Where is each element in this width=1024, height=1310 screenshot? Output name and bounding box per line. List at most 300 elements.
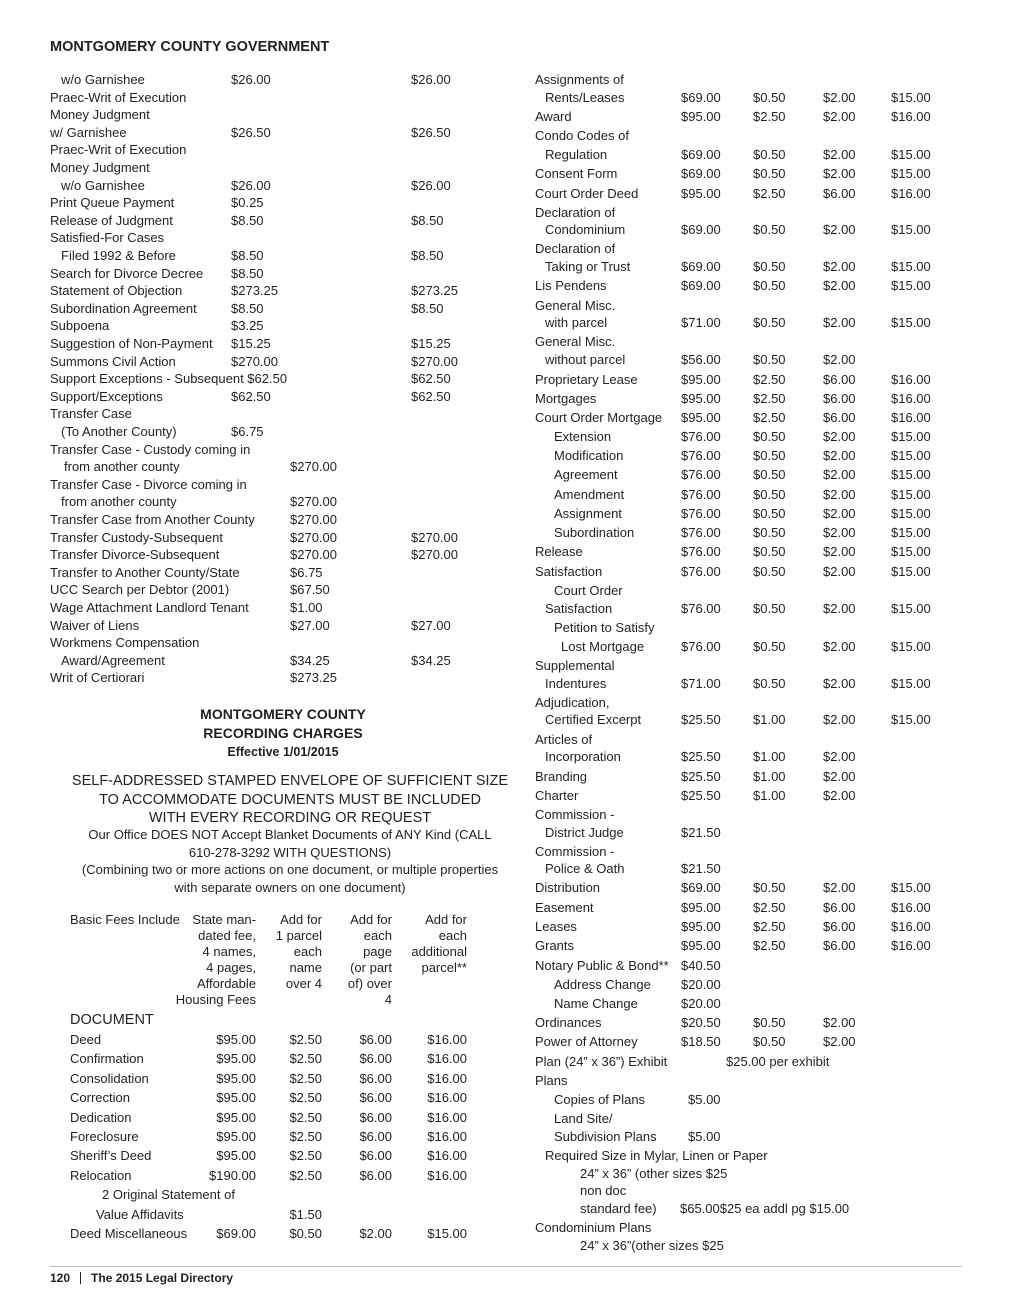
fee-item-label: Praec-Writ of Execution <box>50 142 187 158</box>
fee-value: $8.50 <box>231 248 264 263</box>
parcel-fee-value: $2.50 <box>753 185 786 201</box>
additional-parcel-fee-value: $15.00 <box>891 429 931 444</box>
parcel-fee-value: $0.50 <box>753 486 786 502</box>
parcel-fee-value: $2.50 <box>753 938 786 953</box>
header-basic-fees: Basic Fees Include <box>70 912 180 927</box>
additional-parcel-fee-value: $15.00 <box>891 222 931 237</box>
parcel-fee-value: $1.00 <box>753 788 786 803</box>
fee-item-label: Print Queue Payment <box>50 195 175 211</box>
state-fee-value: $71.00 <box>681 315 721 330</box>
state-fee-value: $69.00 <box>681 278 721 293</box>
recording-item-label: Charter <box>535 788 579 803</box>
page-fee-value: $6.00 <box>359 1167 392 1183</box>
notice-line: TO ACCOMMODATE DOCUMENTS MUST BE INCLUDED <box>99 791 481 808</box>
parcel-fee-value: $0.50 <box>753 278 786 293</box>
recording-item-label: General Misc. <box>535 297 616 313</box>
fee-item-label: Transfer Divorce-Subsequent <box>50 547 220 563</box>
additional-parcel-fee-value: $16.00 <box>891 390 931 406</box>
additional-parcel-fee-value: $15.00 <box>891 467 931 482</box>
additional-parcel-fee-value: $15.00 <box>891 278 931 293</box>
parcel-fee-value: $0.50 <box>753 147 786 162</box>
recording-item-label: Satisfaction <box>545 600 613 616</box>
fee-item-label: Transfer Case from Another County <box>50 512 255 527</box>
state-fee-value: $95.00 <box>681 390 721 406</box>
page-fee-value: $2.00 <box>823 352 856 367</box>
recording-item-label: Distribution <box>535 880 601 895</box>
fee-value: $8.50 <box>231 265 264 281</box>
header-add-parcel: name <box>289 960 322 975</box>
state-fee-value: $190.00 <box>209 1167 256 1183</box>
parcel-fee-value: $2.50 <box>753 371 786 387</box>
recording-item-label: Award <box>535 108 572 124</box>
recording-item-label: Ordinances <box>535 1015 602 1030</box>
fee-item-label: Money Judgment <box>50 160 150 175</box>
fee-item-label: w/ Garnishee <box>50 124 127 140</box>
state-fee-value: $76.00 <box>681 563 721 579</box>
state-fee-value: $20.00 <box>681 976 721 992</box>
recording-item-label: Grants <box>535 938 575 953</box>
additional-parcel-fee-value: $15.00 <box>891 712 931 727</box>
parcel-fee-value: $2.50 <box>753 900 786 915</box>
state-fee-value: $56.00 <box>681 352 721 367</box>
fee-item-label: Filed 1992 & Before <box>61 248 176 263</box>
header-add-additional-parcel: each <box>438 928 467 943</box>
fee-value: $270.00 <box>290 512 337 527</box>
state-fee-value: $95.00 <box>216 1070 256 1086</box>
footer-separator <box>80 1272 81 1284</box>
state-fee-value: $76.00 <box>681 506 721 521</box>
header-add-page: each <box>363 928 392 943</box>
document-section-label: DOCUMENT <box>70 1012 154 1028</box>
fee-value-additional: $270.00 <box>411 529 458 545</box>
fee-value: $273.25 <box>231 283 278 299</box>
header-add-page: Add for <box>350 912 392 927</box>
fee-value: $27.00 <box>290 617 330 633</box>
recording-item-label: Certified Excerpt <box>545 712 642 727</box>
recording-item-label: Court Order Mortgage <box>535 410 663 425</box>
fee-item-label: Search for Divorce Decree <box>50 265 204 281</box>
state-fee-value: $40.50 <box>681 957 721 973</box>
fee-value-additional: $270.00 <box>411 353 458 369</box>
page-fee-value: $6.00 <box>359 1070 392 1086</box>
publication-title: The 2015 Legal Directory <box>91 1271 234 1285</box>
state-fee-value: $76.00 <box>681 467 721 482</box>
parcel-fee-value: $2.50 <box>289 1148 322 1164</box>
header-add-parcel: over 4 <box>285 976 322 991</box>
fee-value: $8.50 <box>231 212 264 228</box>
state-fee-value: $95.00 <box>681 919 721 934</box>
recording-item-label: Release <box>535 544 583 559</box>
fee-value-additional: $26.00 <box>411 72 451 87</box>
page-fee-value: $6.00 <box>359 1051 392 1067</box>
fee-item-label: Transfer Case - Divorce coming in <box>50 476 247 492</box>
page-fee-value: $2.00 <box>823 880 856 895</box>
document-type-label: Correction <box>70 1090 130 1106</box>
page-fee-value: $2.00 <box>823 712 856 727</box>
additional-parcel-fee-value: $15.00 <box>891 166 931 181</box>
fee-value: $270.00 <box>231 353 278 369</box>
document-type-label: Confirmation <box>70 1051 144 1067</box>
state-fee-value: $69.00 <box>681 89 721 105</box>
fee-item-label: Wage Attachment Landlord Tenant <box>50 600 249 615</box>
fee-value: $270.00 <box>290 494 337 510</box>
header-state-fee: dated fee, <box>198 928 256 943</box>
additional-parcel-fee-value: $16.00 <box>891 900 931 915</box>
state-fee-value: $76.00 <box>681 448 721 463</box>
recording-title-line2: RECORDING CHARGES <box>203 725 363 741</box>
parcel-fee-value: $2.50 <box>289 1032 322 1047</box>
parcel-fee-value: $0.50 <box>753 352 786 367</box>
recording-item-label: Consent Form <box>535 166 618 181</box>
recording-item-label: Court Order Deed <box>535 185 639 201</box>
recording-item-label: Commission - <box>535 844 615 859</box>
recording-item-label: Lost Mortgage <box>561 638 645 654</box>
plan-fee-value: $5.00 <box>688 1092 721 1107</box>
fee-value-additional: $62.50 <box>411 371 451 387</box>
recording-item-label: Agreement <box>554 467 618 482</box>
parcel-fee-value: $0.50 <box>753 506 786 521</box>
header-add-parcel: each <box>293 944 322 959</box>
state-fee-value: $95.00 <box>681 185 721 201</box>
fee-item-label: Support Exceptions - Subsequent $62.50 <box>50 371 288 387</box>
fee-value: $6.75 <box>231 424 264 439</box>
parcel-fee-value: $1.00 <box>753 749 786 764</box>
recording-title-line1: MONTGOMERY COUNTY <box>200 706 366 722</box>
header-add-page: page <box>363 944 392 959</box>
additional-parcel-fee-value: $15.00 <box>891 880 931 895</box>
parcel-fee-value: $0.50 <box>753 563 786 579</box>
fee-item-label: Satisfied-For Cases <box>50 230 165 246</box>
parcel-fee-value: $0.50 <box>753 315 786 330</box>
fee-item-label: Statement of Objection <box>50 283 183 299</box>
page-fee-value: $6.00 <box>823 919 856 934</box>
state-fee-value: $25.50 <box>681 788 721 803</box>
document-type-label: Foreclosure <box>70 1129 139 1144</box>
note-line: with separate owners on one document) <box>174 879 406 895</box>
recording-item-label: Commission - <box>535 807 615 822</box>
recording-item-label: Subdivision Plans <box>554 1129 657 1144</box>
page-fee-value: $6.00 <box>823 410 856 425</box>
additional-parcel-fee-value: $15.00 <box>891 544 931 559</box>
page-fee-value: $2.00 <box>823 638 856 654</box>
recording-item-label: Condominium <box>545 222 626 237</box>
header-add-additional-parcel: additional <box>411 944 467 959</box>
fee-value: $26.50 <box>231 124 271 140</box>
fee-item-label: Workmens Compensation <box>50 635 200 651</box>
document-type-label: Relocation <box>70 1167 132 1183</box>
recording-item-label: Indentures <box>545 676 607 691</box>
fee-value: $26.00 <box>231 72 271 87</box>
additional-parcel-fee-value: $15.00 <box>891 600 931 616</box>
additional-parcel-fee-value: $15.00 <box>891 506 931 521</box>
page-fee-value: $6.00 <box>823 390 856 406</box>
recording-item-label: Satisfaction <box>535 563 603 579</box>
additional-parcel-fee-value: $16.00 <box>891 410 931 425</box>
fee-value-additional: $8.50 <box>411 212 444 228</box>
parcel-fee-value: $0.50 <box>753 1015 786 1030</box>
recording-item-label: Regulation <box>545 147 608 162</box>
page-fee-value: $6.00 <box>359 1148 392 1164</box>
parcel-fee-value: $2.50 <box>753 919 786 934</box>
state-fee-value: $76.00 <box>681 486 721 502</box>
additional-parcel-fee-value: $16.00 <box>427 1051 467 1067</box>
fee-item-label: (To Another County) <box>61 424 177 439</box>
page-fee-value: $6.00 <box>359 1129 392 1144</box>
state-fee-value: $76.00 <box>681 544 721 559</box>
page-fee-value: $2.00 <box>823 1015 856 1030</box>
parcel-fee-value: $2.50 <box>289 1109 322 1125</box>
state-fee-value: $71.00 <box>681 676 721 691</box>
state-fee-value: $76.00 <box>681 600 721 616</box>
fee-item-label: from another county <box>61 494 177 510</box>
fee-item-label: Suggestion of Non-Payment <box>50 336 213 351</box>
recording-item-label: Declaration of <box>535 241 616 256</box>
header-state-fee: Affordable <box>196 976 256 991</box>
recording-item-label: Name Change <box>554 996 638 1011</box>
recording-item-label: Land Site/ <box>554 1111 613 1126</box>
fee-value-additional: $8.50 <box>411 248 444 263</box>
recording-item-label: Easement <box>535 900 594 915</box>
header-add-parcel: 1 parcel <box>275 928 322 943</box>
page-fee-value: $2.00 <box>823 525 856 540</box>
recording-item-label: District Judge <box>545 824 624 840</box>
recording-item-label: Modification <box>554 448 624 463</box>
additional-parcel-fee-value: $16.00 <box>427 1070 467 1086</box>
state-fee-value: $95.00 <box>681 371 721 387</box>
recording-item-label: Power of Attorney <box>535 1034 638 1049</box>
fee-value: $26.00 <box>231 177 271 193</box>
recording-item-label: non doc <box>580 1183 627 1198</box>
additional-parcel-fee-value: $15.00 <box>891 89 931 105</box>
additional-parcel-fee-value: $15.00 <box>891 259 931 274</box>
parcel-fee-value: $2.50 <box>289 1090 322 1106</box>
state-fee-value: $69.00 <box>216 1226 256 1241</box>
page-fee-value: $2.00 <box>823 467 856 482</box>
state-fee-value: $25.50 <box>681 768 721 784</box>
fee-item-label: Praec-Writ of Execution <box>50 89 187 105</box>
state-fee-value: $25.50 <box>681 749 721 764</box>
fee-item-label: Transfer to Another County/State <box>50 564 240 580</box>
header-state-fee: 4 pages, <box>206 960 256 975</box>
additional-parcel-fee-value: $16.00 <box>891 108 931 124</box>
parcel-fee-value: $0.50 <box>753 222 786 237</box>
parcel-fee-value: $0.50 <box>753 544 786 559</box>
page-fee-value: $2.00 <box>823 749 856 764</box>
parcel-fee-value: $2.50 <box>289 1129 322 1144</box>
state-fee-value: $69.00 <box>681 222 721 237</box>
recording-title <box>153 705 413 743</box>
page-fee-value: $2.00 <box>823 278 856 293</box>
parcel-fee-value: $0.50 <box>753 600 786 616</box>
recording-item-label: Supplemental <box>535 657 615 673</box>
state-fee-value: $25.50 <box>681 712 721 727</box>
state-fee-value: $76.00 <box>681 638 721 654</box>
recording-item-label: Branding <box>535 768 588 784</box>
footer-rule <box>50 1266 962 1267</box>
state-fee-value: $18.50 <box>681 1034 721 1049</box>
fee-value: $6.75 <box>290 564 323 580</box>
recording-item-label: Address Change <box>554 976 651 992</box>
recording-item-label: Taking or Trust <box>545 259 631 274</box>
additional-parcel-fee-value: $15.00 <box>891 525 931 540</box>
fee-item-label: Transfer Custody-Subsequent <box>50 529 223 545</box>
document-type-label: Dedication <box>70 1109 132 1125</box>
state-fee-value: $95.00 <box>216 1129 256 1144</box>
page-fee-value: $2.00 <box>823 166 856 181</box>
parcel-fee-value: $1.00 <box>753 768 786 784</box>
parcel-fee-value: $0.50 <box>753 448 786 463</box>
recording-item-label: Proprietary Lease <box>535 371 638 387</box>
note-line: Our Office DOES NOT Accept Blanket Documents of ANY Kind (CALL <box>88 827 492 842</box>
fee-value: $8.50 <box>231 300 264 316</box>
additional-parcel-fee-value: $15.00 <box>891 486 931 502</box>
recording-item-label: Lis Pendens <box>535 278 607 293</box>
fee-value: $15.25 <box>231 336 271 351</box>
fee-value: $270.00 <box>290 547 337 563</box>
parcel-fee-value: $0.50 <box>753 525 786 540</box>
parcel-fee-value: $2.50 <box>753 390 786 406</box>
state-fee-value: $76.00 <box>681 429 721 444</box>
recording-item-label: Assignment <box>554 506 622 521</box>
fee-item-label: Support/Exceptions <box>50 388 163 404</box>
page-fee-value: $2.00 <box>823 506 856 521</box>
fee-value-additional: $62.50 <box>411 388 451 404</box>
fee-value-additional: $26.50 <box>411 124 451 140</box>
header-add-parcel: Add for <box>280 912 322 927</box>
recording-item-label: without parcel <box>545 352 626 367</box>
page-fee-value: $2.00 <box>823 676 856 691</box>
page-fee-value: $2.00 <box>823 429 856 444</box>
parcel-fee-value: $0.50 <box>753 880 786 895</box>
state-fee-value: $95.00 <box>216 1090 256 1106</box>
page-fee-value: $6.00 <box>823 900 856 915</box>
parcel-fee-value: $0.50 <box>753 89 786 105</box>
additional-parcel-fee-value: $15.00 <box>891 315 931 330</box>
recording-item-label: Leases <box>535 919 577 934</box>
fee-item-label: w/o Garnishee <box>61 177 145 193</box>
fee-item-label: UCC Search per Debtor (2001) <box>50 582 230 598</box>
recording-item-label: Declaration of <box>535 205 616 220</box>
state-fee-value: $20.50 <box>681 1015 721 1030</box>
page-footer <box>50 1271 233 1285</box>
state-fee-value: $69.00 <box>681 259 721 274</box>
parcel-fee-value: $1.50 <box>289 1206 322 1222</box>
recording-item-label: Police & Oath <box>545 861 625 876</box>
parcel-fee-value: $0.50 <box>753 467 786 482</box>
fee-item-label: Subordination Agreement <box>50 300 197 316</box>
page-fee-value: $2.00 <box>823 1034 856 1049</box>
exhibit-fee-value: $25.00 per exhibit <box>726 1053 830 1069</box>
fee-value: $273.25 <box>290 670 337 686</box>
header-state-fee: State man- <box>192 912 256 927</box>
recording-item-label: Mortgages <box>535 390 597 406</box>
fee-value: $270.00 <box>290 529 337 545</box>
recording-item-label: Rents/Leases <box>545 89 625 105</box>
document-type-label: Deed <box>70 1032 102 1047</box>
page-fee-value: $6.00 <box>359 1090 392 1106</box>
state-fee-value: $95.00 <box>216 1109 256 1125</box>
fee-item-label: Writ of Certiorari <box>50 670 145 686</box>
recording-item-label: Condo Codes of <box>535 128 629 143</box>
parcel-fee-value: $0.50 <box>753 676 786 691</box>
document-type-label: Value Affidavits <box>96 1206 184 1222</box>
recording-item-label: Plan (24” x 36”) Exhibit <box>535 1053 668 1069</box>
parcel-fee-value: $0.50 <box>753 166 786 181</box>
recording-item-label: Condominium Plans <box>535 1220 652 1235</box>
state-fee-value: $95.00 <box>681 938 721 953</box>
recording-item-label: Articles of <box>535 731 593 747</box>
header-state-fee: Housing Fees <box>175 992 256 1007</box>
recording-item-label: standard fee) <box>580 1201 657 1216</box>
plan-size-fee-value: $65.00$25 ea addl pg $15.00 <box>680 1201 850 1216</box>
effective-date: Effective 1/01/2015 <box>227 745 339 759</box>
fee-value: $62.50 <box>231 388 271 404</box>
fee-value-additional: $273.25 <box>411 283 458 299</box>
header-add-page: 4 <box>384 992 392 1007</box>
additional-parcel-fee-value: $15.00 <box>891 638 931 654</box>
state-fee-value: $95.00 <box>681 410 721 425</box>
fee-value: $67.50 <box>290 582 330 598</box>
notice-line: WITH EVERY RECORDING OR REQUEST <box>148 810 432 826</box>
fee-item-label: Transfer Case <box>50 406 132 422</box>
notice-line: SELF-ADDRESSED STAMPED ENVELOPE OF SUFFICIENT SIZE <box>71 773 509 789</box>
recording-item-label: Assignments of <box>535 72 624 87</box>
fee-item-label: w/o Garnishee <box>61 72 145 87</box>
additional-parcel-fee-value: $16.00 <box>427 1148 467 1164</box>
page-fee-value: $2.00 <box>823 448 856 463</box>
additional-parcel-fee-value: $16.00 <box>891 371 931 387</box>
parcel-fee-value: $2.50 <box>753 410 786 425</box>
recording-item-label: Incorporation <box>545 749 621 764</box>
additional-parcel-fee-value: $16.00 <box>427 1167 467 1183</box>
header-add-additional-parcel: Add for <box>425 912 467 927</box>
recording-item-label: Required Size in Mylar, Linen or Paper <box>545 1148 768 1163</box>
additional-parcel-fee-value: $16.00 <box>427 1129 467 1144</box>
document-type-label: Deed Miscellaneous <box>70 1226 188 1241</box>
parcel-fee-value: $0.50 <box>753 1034 786 1049</box>
recording-item-label: Amendment <box>554 486 625 502</box>
recording-item-label: 24” x 36” (other sizes $25 <box>580 1166 728 1181</box>
recording-item-label: Plans <box>535 1072 568 1088</box>
fee-value-additional: $8.50 <box>411 300 444 316</box>
recording-item-label: Petition to Satisfy <box>554 620 655 635</box>
note-line: 610-278-3292 WITH QUESTIONS) <box>188 844 392 860</box>
fee-value-additional: $270.00 <box>411 547 458 563</box>
fee-value-additional: $26.00 <box>411 177 451 193</box>
recording-item-label: Notary Public & Bond** <box>535 957 669 973</box>
parcel-fee-value: $0.50 <box>753 638 786 654</box>
state-fee-value: $21.50 <box>681 824 721 840</box>
recording-item-label: Copies of Plans <box>554 1092 646 1107</box>
additional-parcel-fee-value: $16.00 <box>891 185 931 201</box>
fee-item-label: Waiver of Liens <box>50 617 140 633</box>
note-line: (Combining two or more actions on one document, or multiple properties <box>81 862 499 878</box>
fee-value: $270.00 <box>290 459 337 475</box>
page-fee-value: $2.00 <box>823 563 856 579</box>
page-fee-value: $2.00 <box>823 89 856 105</box>
plan-fee-value: $5.00 <box>688 1129 721 1144</box>
page-number: 120 <box>50 1271 71 1285</box>
page-fee-value: $6.00 <box>823 371 856 387</box>
additional-parcel-fee-value: $16.00 <box>427 1032 467 1047</box>
page-fee-value: $6.00 <box>359 1109 392 1125</box>
parcel-fee-value: $2.50 <box>289 1070 322 1086</box>
additional-parcel-fee-value: $16.00 <box>427 1109 467 1125</box>
header-add-page: of) over <box>347 976 392 991</box>
parcel-fee-value: $0.50 <box>289 1226 322 1241</box>
page-fee-value: $2.00 <box>359 1226 392 1241</box>
state-fee-value: $95.00 <box>681 900 721 915</box>
